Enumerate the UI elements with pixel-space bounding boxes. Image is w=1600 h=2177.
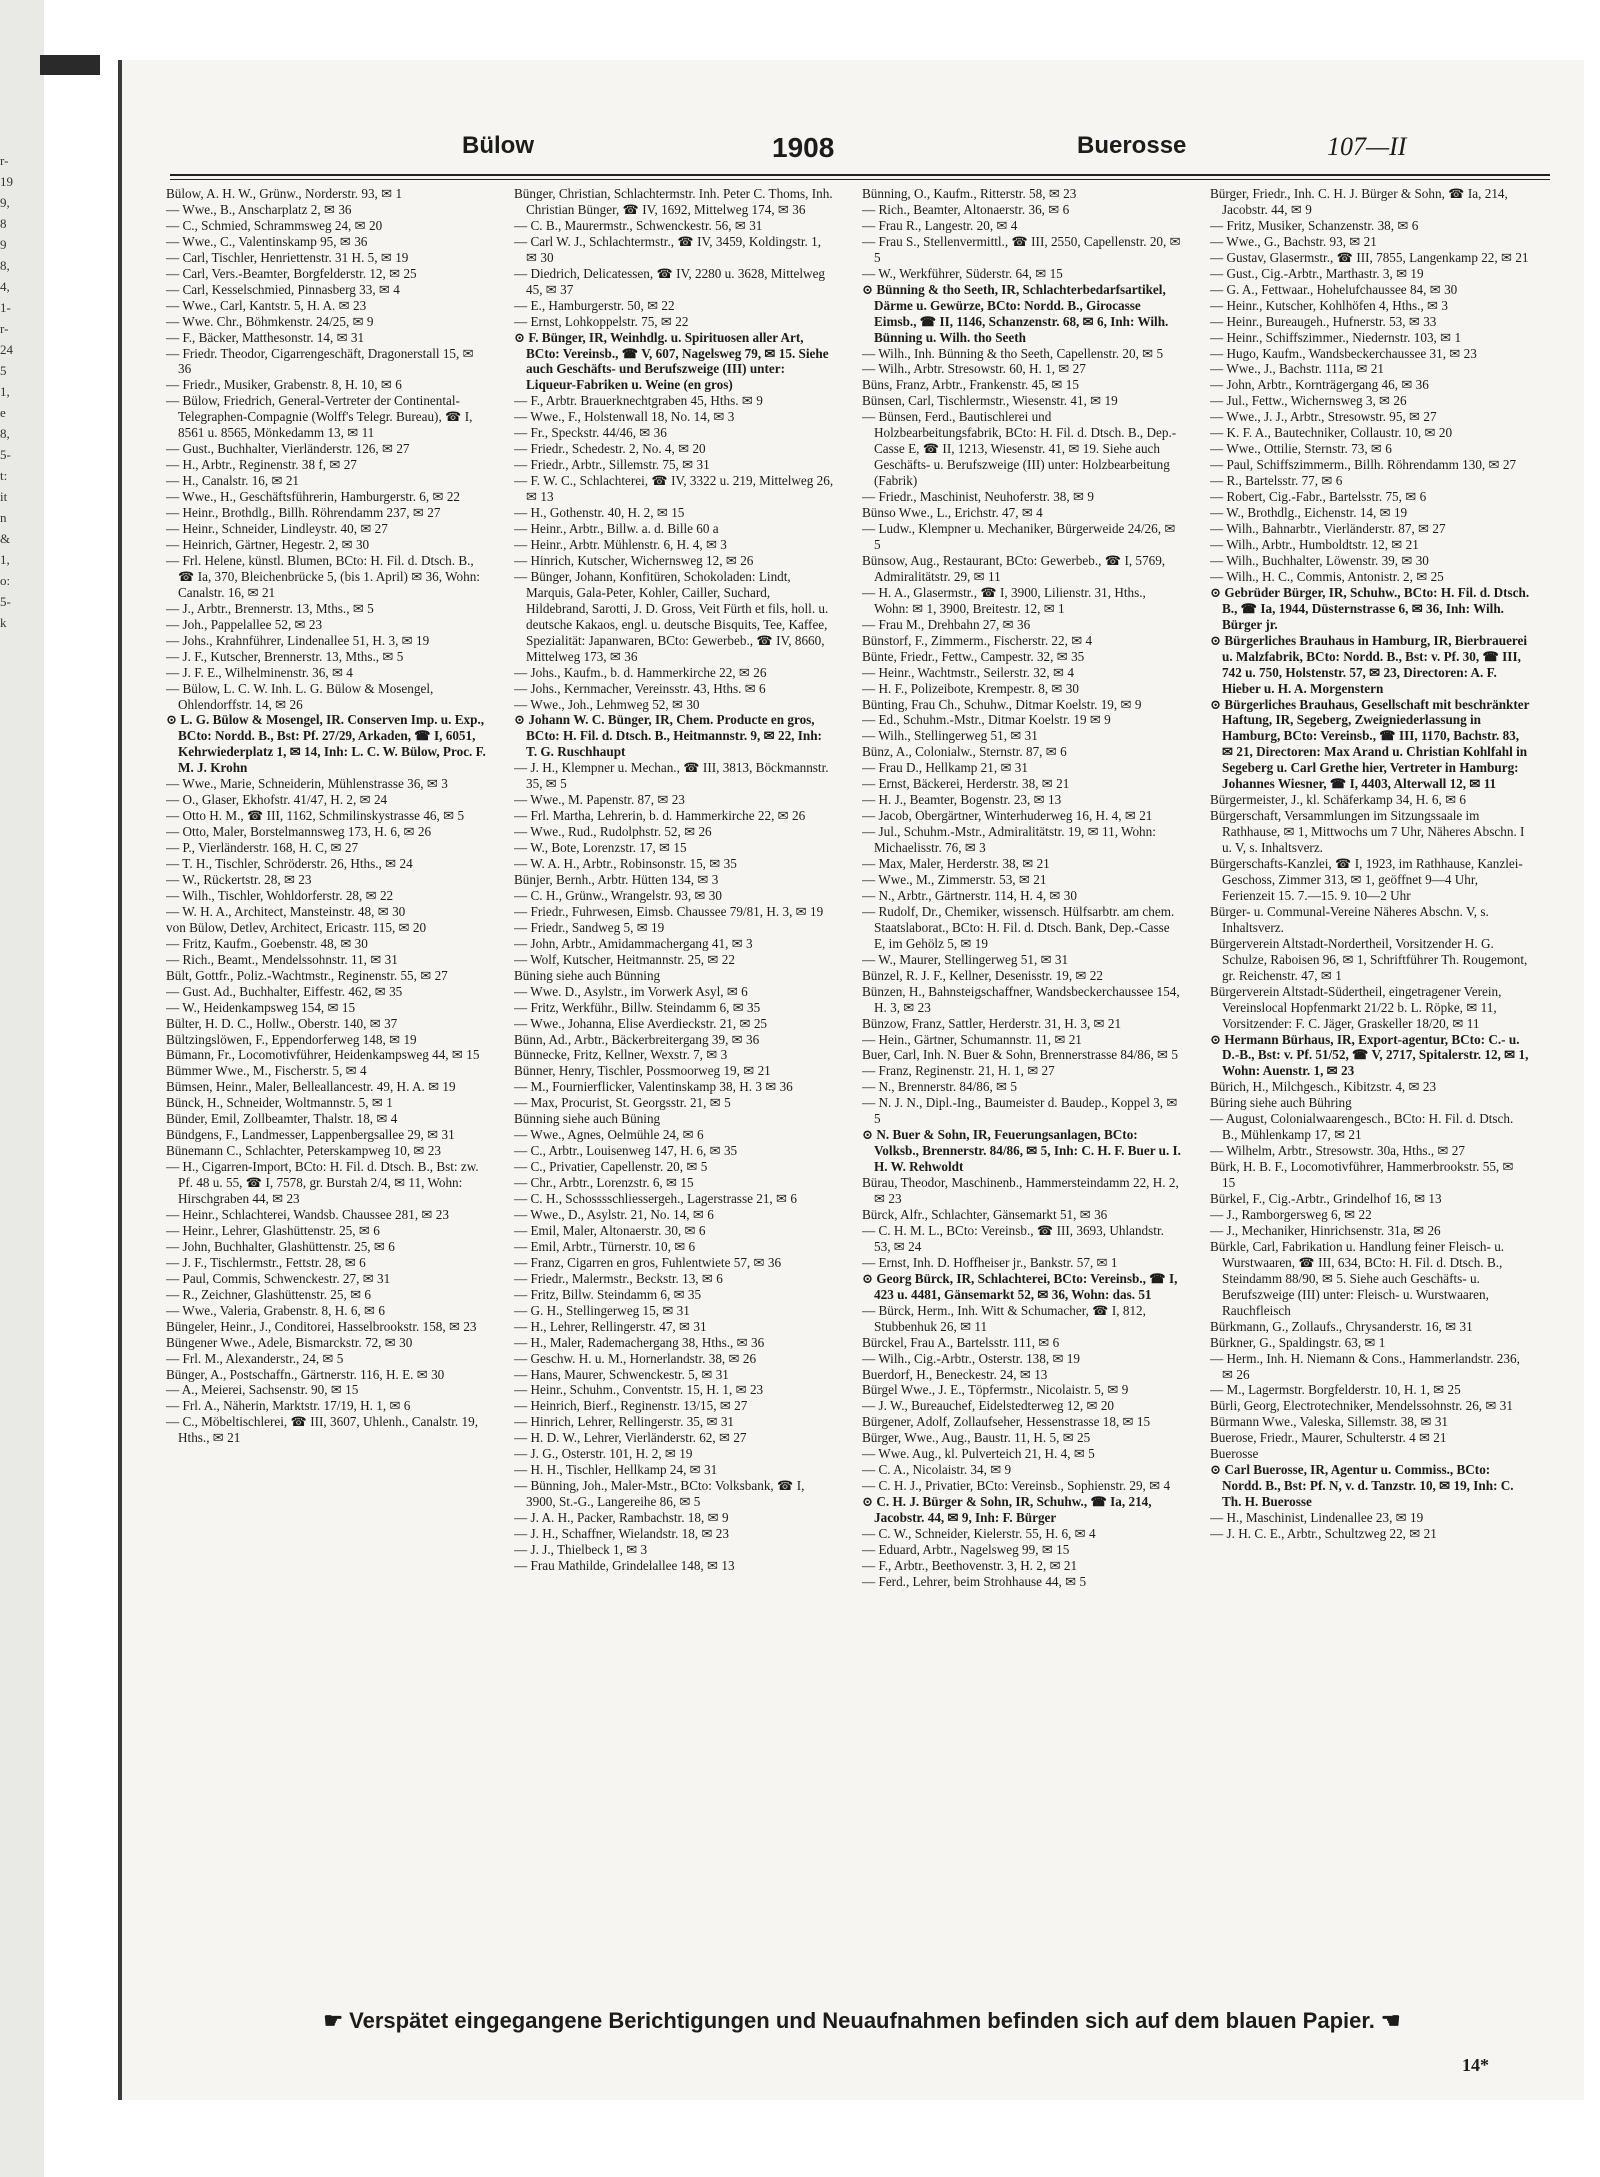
directory-entry: — Wwe., M. Papenstr. 87, ✉ 23 bbox=[514, 792, 685, 808]
directory-entry: — Emil, Arbtr., Türnerstr. 10, ✉ 6 bbox=[514, 1238, 696, 1254]
directory-entry: — Ernst, Bäckerei, Herderstr. 38, ✉ 21 bbox=[862, 776, 1070, 792]
fragment-line: 4, bbox=[0, 279, 10, 294]
directory-entry: Bültzingslöwen, F., Eppendorferweg 148, ✉ 19 bbox=[166, 1031, 417, 1047]
directory-entry: — Heinrich, Bierf., Reginenstr. 13/15, ✉ 27 bbox=[514, 1398, 748, 1414]
directory-entry: — Emil, Maler, Altonaerstr. 30, ✉ 6 bbox=[514, 1222, 706, 1238]
directory-entry: — W., Rückertstr. 28, ✉ 23 bbox=[166, 871, 312, 887]
directory-entry: — J., Ramborgersweg 6, ✉ 22 bbox=[1210, 1207, 1372, 1222]
directory-entry: — John, Arbtr., Amidammachergang 41, ✉ 3 bbox=[514, 935, 753, 951]
directory-entry: — C., Möbeltischlerei, ☎ III, 3607, Uhlenh., Canalstr. 19, Hths., ✉ 21 bbox=[166, 1414, 478, 1446]
directory-entry: — Hinrich, Kutscher, Wichernsweg 12, ✉ 26 bbox=[514, 552, 754, 568]
directory-entry: — John, Arbtr., Kornträgergang 46, ✉ 36 bbox=[1210, 377, 1429, 393]
fragment-line: k bbox=[0, 615, 7, 630]
directory-entry: Bünning siehe auch Büning bbox=[514, 1111, 661, 1127]
directory-entry: Bünzel, R. J. F., Kellner, Desenisstr. 19, ✉ 22 bbox=[862, 967, 1103, 983]
directory-entry: — Wwe. Chr., Böhmkenstr. 24/25, ✉ 9 bbox=[166, 313, 374, 329]
directory-entry: — Hinrich, Lehrer, Rellingerstr. 35, ✉ 31 bbox=[514, 1414, 735, 1430]
directory-entry: — Heinr., Arbtr., Billw. a. d. Bille 60 a bbox=[514, 521, 719, 537]
directory-entry: — Gust., Buchhalter, Vierländerstr. 126, ✉ 27 bbox=[166, 441, 410, 457]
directory-entry: — August, Colonialwaarengesch., BCto: H. Fil. d. Dtsch. B., Mühlenkamp 17, ✉ 21 bbox=[1210, 1111, 1514, 1143]
directory-entry: ⊙ F. Bünger, IR, Weinhdlg. u. Spirituosen aller Art, BCto: Vereinsb., ☎ V, 607, Nagelsweg 79, ✉ 15. Siehe auch Geschäfts- und Berufszweige (III) unter: Liqueur-Fabriken u. Weine (en gros) bbox=[514, 329, 829, 393]
directory-entry: — Friedr., Schedestr. 2, No. 4, ✉ 20 bbox=[514, 441, 706, 457]
directory-entry: Bünsen, Carl, Tischlermstr., Wiesenstr. 41, ✉ 19 bbox=[862, 393, 1118, 409]
directory-entry: — Friedr. Theodor, Cigarrengeschäft, Dragonerstall 15, ✉ 36 bbox=[166, 345, 474, 377]
directory-entry: — H. A., Glasermstr., ☎ I, 3900, Lilienstr. 31, Hths., Wohn: ✉ 1, 3900, Breitestr. 12, ✉ 1 bbox=[862, 584, 1146, 616]
fragment-line: e bbox=[0, 405, 6, 420]
directory-entry: Bünnecke, Fritz, Kellner, Wexstr. 7, ✉ 3 bbox=[514, 1047, 728, 1063]
directory-page bbox=[118, 60, 1584, 2100]
directory-entry: — Frau D., Hellkamp 21, ✉ 31 bbox=[862, 760, 1028, 776]
directory-entry: Bündgens, F., Landmesser, Lappenbergsallee 29, ✉ 31 bbox=[166, 1127, 455, 1143]
directory-entry: ⊙ Bürgerliches Brauhaus, Gesellschaft mit beschränkter Haftung, IR, Segeberg, Zweigniederlassung in Hamburg, BCto: Vereinsb., ☎ III, 1170, Bachstr. 83, ✉ 21, Directoren: Max Arand u. Christian Kohlfahl in Segeberg u. Carl Grethe hier, Vertreter in Hamburg: Johannes Wiesner, ☎ I, 4403, Alterwall 12, ✉ 11 bbox=[1210, 696, 1530, 792]
directory-entry: — Rich., Beamt., Mendelssohnstr. 11, ✉ 31 bbox=[166, 951, 398, 967]
directory-entry: — Wwe., J., Bachstr. 111a, ✉ 21 bbox=[1210, 361, 1384, 377]
header-rule-thin bbox=[170, 179, 1550, 180]
directory-entry: — Rich., Beamter, Altonaerstr. 36, ✉ 6 bbox=[862, 201, 1070, 217]
directory-entry: — J. J., Thielbeck 1, ✉ 3 bbox=[514, 1542, 648, 1558]
directory-entry: — Franz, Reginenstr. 21, H. 1, ✉ 27 bbox=[862, 1063, 1055, 1079]
directory-entry: — Wwe., Ottilie, Sternstr. 73, ✉ 6 bbox=[1210, 441, 1392, 457]
directory-entry: — Carl, Tischler, Henriettenstr. 31 H. 5, ✉ 19 bbox=[166, 249, 409, 265]
directory-entry: — Wwe., B., Anscharplatz 2, ✉ 36 bbox=[166, 201, 352, 217]
directory-entry: — Joh., Pappelallee 52, ✉ 23 bbox=[166, 616, 323, 632]
directory-entry: — Friedr., Musiker, Grabenstr. 8, H. 10, ✉ 6 bbox=[166, 377, 402, 393]
directory-entry: — Wolf, Kutscher, Heitmannstr. 25, ✉ 22 bbox=[514, 951, 735, 967]
directory-entry: — Wwe., Carl, Kantstr. 5, H. A. ✉ 23 bbox=[166, 297, 367, 313]
directory-entry: — Franz, Cigarren en gros, Fuhlentwiete 57, ✉ 36 bbox=[514, 1254, 782, 1270]
directory-entry: — Geschw. H. u. M., Hornerlandstr. 38, ✉ 26 bbox=[514, 1350, 757, 1366]
directory-entry: — Chr., Arbtr., Lorenzstr. 6, ✉ 15 bbox=[514, 1175, 694, 1191]
directory-entry: — C., Arbtr., Louisenweg 147, H. 6, ✉ 35 bbox=[514, 1143, 738, 1159]
fragment-line: r- bbox=[0, 321, 9, 336]
directory-entry: — Wilh., Cig.-Arbtr., Osterstr. 138, ✉ 19 bbox=[862, 1350, 1080, 1366]
directory-entry: — J. F. E., Wilhelminenstr. 36, ✉ 4 bbox=[166, 664, 353, 680]
directory-entry: — Fr., Speckstr. 44/46, ✉ 36 bbox=[514, 425, 667, 441]
directory-entry: — W., Werkführer, Süderstr. 64, ✉ 15 bbox=[862, 265, 1063, 281]
directory-entry: — Wwe., H., Geschäftsführerin, Hamburgerstr. 6, ✉ 22 bbox=[166, 489, 461, 505]
directory-entry: Bünger, A., Postschaffn., Gärtnerstr. 116, H. E. ✉ 30 bbox=[166, 1366, 445, 1382]
directory-entry: Bürmann Wwe., Valeska, Sillemstr. 38, ✉ 31 bbox=[1210, 1414, 1449, 1430]
directory-entry: — H., Maler, Rademachergang 38, Hths., ✉ 36 bbox=[514, 1334, 765, 1350]
directory-entry: — Frau S., Stellenvermittl., ☎ III, 2550, Capellenstr. 20, ✉ 5 bbox=[862, 233, 1181, 265]
directory-entry: Bürkner, G., Spaldingstr. 63, ✉ 1 bbox=[1210, 1334, 1386, 1350]
directory-entry: — N. J. N., Dipl.-Ing., Baumeister d. Baudep., Koppel 3, ✉ 5 bbox=[862, 1095, 1178, 1127]
directory-entry: — Wwe., Agnes, Oelmühle 24, ✉ 6 bbox=[514, 1127, 704, 1143]
directory-entry: Bürger, Wwe., Aug., Baustr. 11, H. 5, ✉ 25 bbox=[862, 1430, 1091, 1446]
directory-entry: — Carl W. J., Schlachtermstr., ☎ IV, 3459, Koldingstr. 1, ✉ 30 bbox=[514, 233, 822, 265]
directory-entry: — Carl, Kesselschmied, Pinnasberg 33, ✉ 4 bbox=[166, 281, 400, 297]
fragment-line: & bbox=[0, 531, 11, 546]
directory-entry: — Heinr., Bureaugeh., Hufnerstr. 53, ✉ 33 bbox=[1210, 313, 1437, 329]
fragment-line: 19 bbox=[0, 174, 13, 189]
directory-entry: Bünzen, H., Bahnsteigschaffner, Wandsbeckerchaussee 154, H. 3, ✉ 23 bbox=[862, 983, 1180, 1015]
directory-entry: Büngeler, Heinr., J., Conditorei, Hasselbrookstr. 158, ✉ 23 bbox=[166, 1318, 477, 1334]
column-4 bbox=[1210, 186, 1530, 1996]
directory-entry: Buerosse bbox=[1210, 1446, 1259, 1462]
directory-entry: — Wilh., Arbtr., Humboldtstr. 12, ✉ 21 bbox=[1210, 536, 1419, 552]
directory-entry: Büns, Franz, Arbtr., Frankenstr. 45, ✉ 15 bbox=[862, 377, 1079, 393]
directory-entry: Bürger- u. Communal-Vereine Näheres Abschn. V, s. Inhaltsverz. bbox=[1210, 903, 1489, 935]
directory-entry: — Johs., Kaufm., b. d. Hammerkirche 22, ✉ 26 bbox=[514, 664, 767, 680]
directory-entry: Büngener Wwe., Adele, Bismarckstr. 72, ✉ 30 bbox=[166, 1334, 413, 1350]
directory-entry: Bünemann C., Schlachter, Peterskampweg 10, ✉ 23 bbox=[166, 1143, 441, 1159]
directory-entry: — F. W. C., Schlachterei, ☎ IV, 3322 u. 219, Mittelweg 26, ✉ 13 bbox=[514, 473, 834, 505]
fragment-line: 8, bbox=[0, 426, 10, 441]
directory-entry: Bünz, A., Colonialw., Sternstr. 87, ✉ 6 bbox=[862, 744, 1067, 760]
directory-entry: Bülter, H. D. C., Hollw., Oberstr. 140, ✉ 37 bbox=[166, 1015, 398, 1031]
directory-entry: — Paul, Schiffszimmerm., Billh. Röhrendamm 130, ✉ 27 bbox=[1210, 457, 1517, 473]
directory-entry: — Wwe. D., Asylstr., im Vorwerk Asyl, ✉ 6 bbox=[514, 983, 748, 999]
fragment-line: 8, bbox=[0, 258, 10, 273]
directory-entry: Bürger, Friedr., Inh. C. H. J. Bürger & Sohn, ☎ Ia, 214, Jacobstr. 44, ✉ 9 bbox=[1210, 186, 1508, 217]
directory-entry: — Bünger, Johann, Konfitüren, Schokoladen: Lindt, Marquis, Gala-Peter, Kohler, Cailler, Suchard, Hildebrand, Sarotti, J. D. Gross, Veit Fürth et fils, holl. u. deutsche Kakaos, engl. u. deutsche Bisquits, Tee, Kaffee, Spezialität: Japanwaren, BCto: Gewerbeb., ☎ IV, 8660, Mittelweg 173, ✉ 36 bbox=[514, 568, 829, 664]
column-1 bbox=[166, 186, 486, 1996]
directory-entry: ⊙ N. Buer & Sohn, IR, Feuerungsanlagen, BCto: Volksb., Brennerstr. 84/86, ✉ 5, Inh: C. H. F. Buer u. I. H. W. Rehwoldt bbox=[862, 1127, 1181, 1175]
directory-entry: — Wwe. Aug., kl. Pulverteich 21, H. 4, ✉ 5 bbox=[862, 1446, 1095, 1462]
directory-entry: — Wilh., H. C., Commis, Antonistr. 2, ✉ 25 bbox=[1210, 568, 1444, 584]
directory-entry: — W., Bote, Lorenzstr. 17, ✉ 15 bbox=[514, 840, 687, 856]
directory-entry: — W., Maurer, Stellingerweg 51, ✉ 31 bbox=[862, 951, 1069, 967]
directory-entry: ⊙ Georg Bürck, IR, Schlachterei, BCto: Vereinsb., ☎ I, 423 u. 4481, Gänsemarkt 52, ✉ 36, Wohn: das. 51 bbox=[862, 1270, 1178, 1302]
directory-entry: Bürli, Georg, Electrotechniker, Mendelssohnstr. 26, ✉ 31 bbox=[1210, 1398, 1513, 1414]
fragment-line: 1, bbox=[0, 552, 10, 567]
directory-entry: — Robert, Cig.-Fabr., Bartelsstr. 75, ✉ 6 bbox=[1210, 489, 1427, 505]
directory-entry: Bünstorf, F., Zimmerm., Fischerstr. 22, ✉ 4 bbox=[862, 632, 1093, 648]
directory-entry: ⊙ Hermann Bürhaus, IR, Export-agentur, BCto: C.- u. D.-B., Bst: v. Pf. 51/52, ☎ V, 2717, Spitalerstr. 12, ✉ 1, Wohn: Auenstr. 1, ✉ 23 bbox=[1210, 1031, 1529, 1079]
directory-entry: — Heinr., Schlachterei, Wandsb. Chaussee 281, ✉ 23 bbox=[166, 1207, 449, 1222]
directory-entry: — Heinr., Schneider, Lindleystr. 40, ✉ 27 bbox=[166, 521, 388, 537]
directory-entry: — Wwe., F., Holstenwall 18, No. 14, ✉ 3 bbox=[514, 409, 735, 425]
directory-entry: — C. H. M. L., BCto: Vereinsb., ☎ III, 3693, Uhlandstr. 53, ✉ 24 bbox=[862, 1222, 1164, 1254]
header-year: 1908 bbox=[772, 132, 835, 163]
directory-entry: — Wwe., D., Asylstr. 21, No. 14, ✉ 6 bbox=[514, 1207, 714, 1222]
directory-entry: von Bülow, Detlev, Architect, Ericastr. 115, ✉ 20 bbox=[166, 919, 427, 935]
directory-entry: — Frau M., Drehbahn 27, ✉ 36 bbox=[862, 616, 1031, 632]
directory-entry: — J. W., Bureauchef, Eidelstedterweg 12, ✉ 20 bbox=[862, 1398, 1115, 1414]
directory-entry: — C., Schmied, Schrammsweg 24, ✉ 20 bbox=[166, 217, 383, 233]
directory-entry: — Otto, Maler, Borstelmannsweg 173, H. 6, ✉ 26 bbox=[166, 824, 432, 840]
directory-entry: — Friedr., Fuhrwesen, Eimsb. Chaussee 79/81, H. 3, ✉ 19 bbox=[514, 903, 824, 919]
directory-entry: Bülow, A. H. W., Grünw., Norderstr. 93, ✉ 1 bbox=[166, 186, 403, 201]
directory-entry: Bünning, O., Kaufm., Ritterstr. 58, ✉ 23 bbox=[862, 186, 1077, 201]
directory-entry: — Fritz, Werkführ., Billw. Steindamm 6, ✉ 35 bbox=[514, 999, 761, 1015]
directory-entry: — Hugo, Kaufm., Wandsbeckerchaussee 31, ✉ 23 bbox=[1210, 345, 1477, 361]
directory-entry: Bürkmann, G., Zollaufs., Chrysanderstr. 16, ✉ 31 bbox=[1210, 1318, 1473, 1334]
fragment-line: 5 bbox=[0, 363, 7, 378]
directory-entry: — T. H., Tischler, Schröderstr. 26, Hths., ✉ 24 bbox=[166, 856, 413, 872]
directory-entry: Bült, Gottfr., Poliz.-Wachtmstr., Reginenstr. 55, ✉ 27 bbox=[166, 967, 448, 983]
directory-entry: Bünder, Emil, Zollbeamter, Thalstr. 18, ✉ 4 bbox=[166, 1111, 398, 1127]
directory-entry: — Bülow, Friedrich, General-Vertreter der Continental-Telegraphen-Compagnie (Wolff's Telegr. Bureau), ☎ I, 8561 u. 8565, Mönkedamm 13, ✉ 11 bbox=[166, 393, 473, 441]
directory-entry: — Max, Procurist, St. Georgsstr. 21, ✉ 5 bbox=[514, 1095, 731, 1111]
fragment-line: 24 bbox=[0, 342, 13, 357]
directory-entry: — Herm., Inh. H. Niemann & Cons., Hammerlandstr. 236, ✉ 26 bbox=[1210, 1350, 1520, 1382]
directory-entry: — Wilhelm, Arbtr., Stresowstr. 30a, Hths., ✉ 27 bbox=[1210, 1143, 1465, 1159]
directory-entry: — Wwe., M., Zimmerstr. 53, ✉ 21 bbox=[862, 871, 1047, 887]
directory-entry: — N., Brennerstr. 84/86, ✉ 5 bbox=[862, 1079, 1017, 1095]
fragment-line: o: bbox=[0, 573, 11, 588]
directory-entry: — Ed., Schuhm.-Mstr., Ditmar Koelstr. 19 ✉ 9 bbox=[862, 712, 1111, 728]
directory-entry: — K. F. A., Bautechniker, Collaustr. 10, ✉ 20 bbox=[1210, 425, 1453, 441]
directory-entry: — Hein., Gärtner, Schumannstr. 11, ✉ 21 bbox=[862, 1031, 1082, 1047]
directory-entry: — Fritz, Musiker, Schanzenstr. 38, ✉ 6 bbox=[1210, 217, 1419, 233]
directory-entry: — H., Canalstr. 16, ✉ 21 bbox=[166, 473, 300, 489]
directory-entry: — Otto H. M., ☎ III, 1162, Schmilinskystrasse 46, ✉ 5 bbox=[166, 808, 465, 824]
directory-entry: — H., Gothenstr. 40, H. 2, ✉ 15 bbox=[514, 505, 685, 521]
directory-entry: Bürkel, F., Cig.-Arbtr., Grindelhof 16, ✉ 13 bbox=[1210, 1191, 1442, 1207]
directory-entry: — Ernst, Lohkoppelstr. 75, ✉ 22 bbox=[514, 313, 689, 329]
page-header bbox=[122, 132, 1584, 172]
header-left-keyword: Bülow bbox=[462, 132, 534, 159]
directory-entry: Bürgermeister, J., kl. Schäferkamp 34, H. 6, ✉ 6 bbox=[1210, 792, 1467, 808]
directory-entry: — Jacob, Obergärtner, Winterhuderweg 16, H. 4, ✉ 21 bbox=[862, 808, 1153, 824]
directory-entry: — Wwe., Joh., Lehmweg 52, ✉ 30 bbox=[514, 696, 700, 712]
directory-entry: Bürgel Wwe., J. E., Töpfermstr., Nicolaistr. 5, ✉ 9 bbox=[862, 1382, 1129, 1398]
directory-entry: — Paul, Commis, Schwenckestr. 27, ✉ 31 bbox=[166, 1270, 391, 1286]
directory-entry: — Friedr., Malermstr., Beckstr. 13, ✉ 6 bbox=[514, 1270, 723, 1286]
directory-entry: Bünting, Frau Ch., Schuhw., Ditmar Koelstr. 19, ✉ 9 bbox=[862, 696, 1142, 712]
directory-entry: Büring siehe auch Bühring bbox=[1210, 1095, 1352, 1111]
directory-entry: — Frau Mathilde, Grindelallee 148, ✉ 13 bbox=[514, 1557, 735, 1573]
directory-entry: Bürgerschafts-Kanzlei, ☎ I, 1923, im Rathhause, Kanzlei-Geschoss, Zimmer 313, ✉ 1, geöffnet 9—4 Uhr, Ferienzeit 15. 7.—15. 9. 10—2 Uhr bbox=[1210, 856, 1523, 903]
directory-entry: — Gust., Cig.-Arbtr., Marthastr. 3, ✉ 19 bbox=[1210, 265, 1424, 281]
directory-entry: Bümsen, Heinr., Maler, Belleallancestr. 49, H. A. ✉ 19 bbox=[166, 1079, 456, 1095]
directory-entry: — Frl. M., Alexanderstr., 24, ✉ 5 bbox=[166, 1350, 344, 1366]
directory-entry: — G. H., Stellingerweg 15, ✉ 31 bbox=[514, 1302, 690, 1318]
directory-entry: — Wilh., Bahnarbtr., Vierländerstr. 87, ✉ 27 bbox=[1210, 521, 1446, 537]
directory-entry: — C. W., Schneider, Kielerstr. 55, H. 6, ✉ 4 bbox=[862, 1526, 1096, 1542]
fragment-line: n bbox=[0, 510, 7, 525]
directory-entry: — Wwe., Rud., Rudolphstr. 52, ✉ 26 bbox=[514, 824, 712, 840]
header-right-keyword: Buerosse bbox=[1077, 132, 1187, 159]
directory-entry: — C. H., Schosssschliessergeh., Lagerstrasse 21, ✉ 6 bbox=[514, 1191, 797, 1207]
directory-entry: Bünsow, Aug., Restaurant, BCto: Gewerbeb., ☎ I, 5769, Admiralitätstr. 29, ✉ 11 bbox=[862, 552, 1166, 584]
directory-entry: — H., Maschinist, Lindenallee 23, ✉ 19 bbox=[1210, 1510, 1424, 1526]
directory-entry: — Ludw., Klempner u. Mechaniker, Bürgerweide 24/26, ✉ 5 bbox=[862, 521, 1176, 552]
directory-entry: — J., Arbtr., Brennerstr. 13, Mths., ✉ 5 bbox=[166, 600, 374, 616]
directory-entry: — Heinr., Schiffszimmer., Niedernstr. 103, ✉ 1 bbox=[1210, 329, 1462, 345]
directory-entry: — Wilh., Stellingerweg 51, ✉ 31 bbox=[862, 728, 1038, 744]
directory-entry: — Hans, Maurer, Schwenckestr. 5, ✉ 31 bbox=[514, 1366, 729, 1382]
directory-entry: ⊙ Johann W. C. Bünger, IR, Chem. Producte en gros, BCto: H. Fil. d. Dtsch. B., Heitmannstr. 9, ✉ 22, Inh: T. G. Ruschhaupt bbox=[514, 712, 822, 760]
column-3 bbox=[862, 186, 1182, 1996]
directory-entry: — Eduard, Arbtr., Nagelsweg 99, ✉ 15 bbox=[862, 1542, 1070, 1558]
directory-entry: — F., Arbtr., Beethovenstr. 3, H. 2, ✉ 21 bbox=[862, 1557, 1078, 1573]
directory-entry: — J. F., Kutscher, Brennerstr. 13, Mths., ✉ 5 bbox=[166, 648, 404, 664]
directory-entry: — Johs., Kernmacher, Vereinsstr. 43, Hths. ✉ 6 bbox=[514, 680, 766, 696]
directory-entry: — Wilh., Arbtr. Stresowstr. 60, H. 1, ✉ 27 bbox=[862, 361, 1086, 377]
directory-entry: Buerdorf, H., Beneckestr. 24, ✉ 13 bbox=[862, 1366, 1048, 1382]
directory-entry: — Wwe., Valeria, Grabenstr. 8, H. 6, ✉ 6 bbox=[166, 1302, 385, 1318]
directory-entry: Büning siehe auch Bünning bbox=[514, 967, 661, 983]
fragment-line: 8 bbox=[0, 216, 7, 231]
directory-entry: — E., Hamburgerstr. 50, ✉ 22 bbox=[514, 297, 675, 313]
directory-entry: — Johs., Krahnführer, Lindenallee 51, H. 3, ✉ 19 bbox=[166, 632, 430, 648]
directory-entry: — W. A. H., Arbtr., Robinsonstr. 15, ✉ 35 bbox=[514, 856, 737, 872]
fragment-line: t: bbox=[0, 468, 8, 483]
directory-entry: — J. H., Schaffner, Wielandstr. 18, ✉ 23 bbox=[514, 1526, 729, 1542]
directory-entry: — R., Bartelsstr. 77, ✉ 6 bbox=[1210, 473, 1343, 489]
directory-entry: ⊙ Bürgerliches Brauhaus in Hamburg, IR, Bierbrauerei u. Malzfabrik, BCto: Nordd. B., Bst: v. Pf. 30, ☎ III, 742 u. 750, Holstenstr. 57, ✉ 23, Directoren: A. F. Hieber u. H. A. Morgenstern bbox=[1210, 632, 1528, 696]
directory-entry: — M., Lagermstr. Borgfelderstr. 10, H. 1, ✉ 25 bbox=[1210, 1382, 1461, 1398]
directory-entry: — Frl. A., Näherin, Marktstr. 17/19, H. 1, ✉ 6 bbox=[166, 1398, 411, 1414]
fragment-line: r- bbox=[0, 153, 9, 168]
directory-entry: — C. H. J., Privatier, BCto: Vereinsb., Sophienstr. 29, ✉ 4 bbox=[862, 1478, 1171, 1494]
fragment-line: 1- bbox=[0, 300, 11, 315]
directory-entry: — C. H., Grünw., Wrangelstr. 93, ✉ 30 bbox=[514, 887, 722, 903]
directory-entry: — J., Mechaniker, Hinrichsenstr. 31a, ✉ 26 bbox=[1210, 1222, 1441, 1238]
header-page-number: 107—II bbox=[1327, 132, 1407, 161]
directory-entry: Bürgerverein Altstadt-Nordertheil, Vorsitzender H. G. Schulze, Raboisen 96, ✉ 1, Schriftführer Th. Rougemont, gr. Reichenstr. 47, ✉ 1 bbox=[1210, 935, 1528, 983]
directory-entry: — Ernst, Inh. D. Hoffheiser jr., Bankstr. 57, ✉ 1 bbox=[862, 1254, 1118, 1270]
directory-entry: — Friedr., Arbtr., Sillemstr. 75, ✉ 31 bbox=[514, 457, 710, 473]
fragment-line: 5- bbox=[0, 447, 11, 462]
directory-entry: — H., Arbtr., Reginenstr. 38 f, ✉ 27 bbox=[166, 457, 357, 473]
directory-entry: Buer, Carl, Inh. N. Buer & Sohn, Brennerstrasse 84/86, ✉ 5 bbox=[862, 1047, 1178, 1063]
fragment-line: 9 bbox=[0, 237, 7, 252]
directory-entry: — Wwe., C., Valentinskamp 95, ✉ 36 bbox=[166, 233, 368, 249]
directory-entry: — Jul., Fettw., Wichernsweg 3, ✉ 26 bbox=[1210, 393, 1407, 409]
directory-entry: — H. D. W., Lehrer, Vierländerstr. 62, ✉ 27 bbox=[514, 1430, 747, 1446]
directory-entry: — J. H. C. E., Arbtr., Schultzweg 22, ✉ 21 bbox=[1210, 1526, 1437, 1542]
directory-entry: Bürgerschaft, Versammlungen im Sitzungssaale im Rathhause, ✉ 1, Mittwochs um 7 Uhr, Näheres Abschn. I u. V, s. Inhaltsverz. bbox=[1210, 808, 1525, 856]
directory-entry: — Heinr., Kutscher, Kohlhöfen 4, Hths., ✉ 3 bbox=[1210, 297, 1448, 313]
directory-entry: — Bünsen, Ferd., Bautischlerei und Holzbearbeitungsfabrik, BCto: H. Fil. d. Dtsch. B., Dep.-Casse E, ☎ II, 1213, Wiesenstr. 41, ✉ 19. Siehe auch Geschäfts- u. Berufszweige (III) unter: Holzbearbeitung (Fabrik) bbox=[862, 409, 1177, 489]
directory-entry: ⊙ Bünning & tho Seeth, IR, Schlachterbedarfsartikel, Därme u. Gewürze, BCto: Nordd. B., Girocasse Eimsb., ☎ II, 1146, Schanzenstr. 68, ✉ 6, Inh: Wilh. Bünning u. Wilh. tho Seeth bbox=[862, 281, 1169, 345]
directory-entry: Bürich, H., Milchgesch., Kibitzstr. 4, ✉ 23 bbox=[1210, 1079, 1437, 1095]
directory-entry: Bürkle, Carl, Fabrikation u. Handlung feiner Fleisch- u. Wurstwaaren, ☎ III, 634, BCto: H. Fil. d. Dtsch. B., Steindamm 88/90, ✉ 5. Siehe auch Geschäfts- u. Berufszweige (III) unter: Fleisch- u. Wurstwaaren, Rauchfleisch bbox=[1210, 1238, 1505, 1318]
directory-entry: — Wwe., Marie, Schneiderin, Mühlenstrasse 36, ✉ 3 bbox=[166, 776, 448, 792]
directory-entry: — W., Brothdlg., Eichenstr. 14, ✉ 19 bbox=[1210, 505, 1408, 521]
directory-entry: Bünn, Ad., Arbtr., Bäckerbreitergang 39, ✉ 36 bbox=[514, 1031, 760, 1047]
directory-entry: — J. A. H., Packer, Rambachstr. 18, ✉ 9 bbox=[514, 1510, 729, 1526]
directory-entry: — Bürck, Herm., Inh. Witt & Schumacher, ☎ I, 812, Stubbenhuk 26, ✉ 11 bbox=[862, 1302, 1146, 1334]
directory-entry: Bünzow, Franz, Sattler, Herderstr. 31, H. 3, ✉ 21 bbox=[862, 1015, 1122, 1031]
directory-entry: — P., Vierländerstr. 168, H. C, ✉ 27 bbox=[166, 840, 359, 856]
directory-entry: — Frau R., Langestr. 20, ✉ 4 bbox=[862, 217, 1018, 233]
directory-entry: — Rudolf, Dr., Chemiker, wissensch. Hülfsarbtr. am chem. Staatslaborat., BCto: H. Fil. d. Dtsch. Bank, Dep.-Casse E, im Gehölz 5, ✉ 19 bbox=[862, 903, 1175, 951]
directory-entry: Bünger, Christian, Schlachtermstr. Inh. Peter C. Thoms, Inh. Christian Bünger, ☎ IV, 1692, Mittelweg 174, ✉ 36 bbox=[514, 186, 833, 217]
directory-entry: Bünner, Henry, Tischler, Possmoorweg 19, ✉ 21 bbox=[514, 1063, 771, 1079]
fragment-line: 5- bbox=[0, 594, 11, 609]
directory-entry: — Max, Maler, Herderstr. 38, ✉ 21 bbox=[862, 856, 1050, 872]
directory-entry: Bünso Wwe., L., Erichstr. 47, ✉ 4 bbox=[862, 505, 1043, 521]
directory-entry: ⊙ Carl Buerosse, IR, Agentur u. Commiss., BCto: Nordd. B., Bst: Pf. N, v. d. Tanzstr. 10, ✉ 19, Inh: C. Th. H. Buerosse bbox=[1210, 1462, 1514, 1510]
entry-columns bbox=[166, 186, 1552, 1996]
directory-entry: — Fritz, Billw. Steindamm 6, ✉ 35 bbox=[514, 1286, 702, 1302]
directory-entry: — H. J., Beamter, Bogenstr. 23, ✉ 13 bbox=[862, 792, 1062, 808]
directory-entry: — Frl. Martha, Lehrerin, b. d. Hammerkirche 22, ✉ 26 bbox=[514, 808, 806, 824]
directory-entry: Bümmer Wwe., M., Fischerstr. 5, ✉ 4 bbox=[166, 1063, 367, 1079]
directory-entry: — Wilh., Buchhalter, Löwenstr. 39, ✉ 30 bbox=[1210, 552, 1429, 568]
fragment-line: it bbox=[0, 489, 8, 504]
directory-entry: — F., Bäcker, Matthesonstr. 14, ✉ 31 bbox=[166, 329, 365, 345]
directory-entry: — Heinr., Wachtmstr., Seilerstr. 32, ✉ 4 bbox=[862, 664, 1074, 680]
directory-entry: ⊙ C. H. J. Bürger & Sohn, IR, Schuhw., ☎ Ia, 214, Jacobstr. 44, ✉ 9, Inh: F. Bürger bbox=[862, 1494, 1152, 1526]
directory-entry: Bürckel, Frau A., Bartelsstr. 111, ✉ 6 bbox=[862, 1334, 1060, 1350]
scan-edge-shadow bbox=[40, 55, 100, 75]
directory-entry: — Fritz, Kaufm., Goebenstr. 48, ✉ 30 bbox=[166, 935, 368, 951]
directory-entry: ⊙ Gebrüder Bürger, IR, Schuhw., BCto: H. Fil. d. Dtsch. B., ☎ Ia, 1944, Düsternstrasse 6, ✉ 36, Inh: Wilh. Bürger jr. bbox=[1210, 584, 1530, 632]
directory-entry: — Gust. Ad., Buchhalter, Eiffestr. 462, ✉ 35 bbox=[166, 983, 403, 999]
previous-page-fragments bbox=[0, 150, 30, 633]
directory-entry: — Heinrich, Gärtner, Hegestr. 2, ✉ 30 bbox=[166, 536, 370, 552]
directory-entry: — H. F., Polizeibote, Krempestr. 8, ✉ 30 bbox=[862, 680, 1079, 696]
directory-entry: — W. H. A., Architect, Mansteinstr. 48, ✉ 30 bbox=[166, 903, 406, 919]
directory-entry: — Diedrich, Delicatessen, ☎ IV, 2280 u. 3628, Mittelweg 45, ✉ 37 bbox=[514, 265, 826, 297]
column-2 bbox=[514, 186, 834, 1996]
directory-entry: Buerose, Friedr., Maurer, Schulterstr. 4 ✉ 21 bbox=[1210, 1430, 1447, 1446]
directory-entry: — Friedr., Sandweg 5, ✉ 19 bbox=[514, 919, 665, 935]
directory-entry: Bürgerverein Altstadt-Südertheil, eingetragener Verein, Vereinslocal Hopfenmarkt 21/22 b. L. Röpke, ✉ 11, Vorsitzender: F. C. Jäger, Graskeller 18/20, ✉ 11 bbox=[1210, 983, 1502, 1031]
directory-entry: — Bünning, Joh., Maler-Mstr., BCto: Volksbank, ☎ I, 3900, St.-G., Langereihe 86, ✉ 5 bbox=[514, 1478, 805, 1510]
directory-entry: — Bülow, L. C. W. Inh. L. G. Bülow & Mosengel, Ohlendorffstr. 14, ✉ 26 bbox=[166, 680, 434, 712]
directory-entry: — Wwe., G., Bachstr. 93, ✉ 21 bbox=[1210, 233, 1377, 249]
footer-notice: ☛ Verspätet eingegangene Berichtigungen und Neuaufnahmen befinden sich auf dem blauen Papier. ☚ bbox=[323, 2008, 1401, 2033]
directory-entry: — J. H., Klempner u. Mechan., ☎ III, 3813, Böckmannstr. 35, ✉ 5 bbox=[514, 760, 829, 792]
directory-entry: — Frl. Helene, künstl. Blumen, BCto: H. Fil. d. Dtsch. B., ☎ Ia, 370, Bleichenbrücke 5, (bis 1. April) ✉ 36, Wohn: Canalstr. 16, ✉ 21 bbox=[166, 552, 480, 600]
directory-entry: — J. G., Osterstr. 101, H. 2, ✉ 19 bbox=[514, 1446, 693, 1462]
directory-entry: — J. F., Tischlermstr., Fettstr. 28, ✉ 6 bbox=[166, 1254, 366, 1270]
directory-entry: — Heinr., Lehrer, Glashüttenstr. 25, ✉ 6 bbox=[166, 1222, 380, 1238]
directory-entry: — Carl, Vers.-Beamter, Borgfelderstr. 12, ✉ 25 bbox=[166, 265, 417, 281]
directory-entry: — Heinr., Schuhm., Conventstr. 15, H. 1, ✉ 23 bbox=[514, 1382, 764, 1398]
directory-entry: — John, Buchhalter, Glashüttenstr. 25, ✉ 6 bbox=[166, 1238, 395, 1254]
directory-entry: Bürgener, Adolf, Zollaufseher, Hessenstrasse 18, ✉ 15 bbox=[862, 1414, 1151, 1430]
directory-entry: — C. A., Nicolaistr. 34, ✉ 9 bbox=[862, 1462, 1012, 1478]
directory-entry: Bünjer, Bernh., Arbtr. Hütten 134, ✉ 3 bbox=[514, 871, 719, 887]
directory-entry: — A., Meierei, Sachsenstr. 90, ✉ 15 bbox=[166, 1382, 359, 1398]
directory-entry: — Ferd., Lehrer, beim Strohhause 44, ✉ 5 bbox=[862, 1573, 1087, 1589]
directory-entry: — R., Zeichner, Glashüttenstr. 25, ✉ 6 bbox=[166, 1286, 372, 1302]
directory-entry: — H. H., Tischler, Hellkamp 24, ✉ 31 bbox=[514, 1462, 718, 1478]
directory-entry: — Wilh., Inh. Bünning & tho Seeth, Capellenstr. 20, ✉ 5 bbox=[862, 345, 1164, 361]
directory-entry: — Heinr., Arbtr. Mühlenstr. 6, H. 4, ✉ 3 bbox=[514, 536, 727, 552]
directory-entry: — H., Lehrer, Rellingerstr. 47, ✉ 31 bbox=[514, 1318, 707, 1334]
directory-entry: — W., Heidenkampsweg 154, ✉ 15 bbox=[166, 999, 356, 1015]
directory-entry: Bümann, Fr., Locomotivführer, Heidenkampsweg 44, ✉ 15 bbox=[166, 1047, 480, 1063]
directory-entry: Bünck, H., Schneider, Woltmannstr. 5, ✉ 1 bbox=[166, 1095, 393, 1111]
directory-entry: Bürk, H. B. F., Locomotivführer, Hammerbrookstr. 55, ✉ 15 bbox=[1210, 1159, 1514, 1191]
header-rule bbox=[170, 174, 1550, 176]
fragment-line: 9, bbox=[0, 195, 10, 210]
directory-entry: Bürck, Alfr., Schlachter, Gänsemarkt 51, ✉ 36 bbox=[862, 1207, 1108, 1222]
directory-entry: — Wilh., Tischler, Wohldorferstr. 28, ✉ 22 bbox=[166, 887, 394, 903]
directory-entry: — C., Privatier, Capellenstr. 20, ✉ 5 bbox=[514, 1159, 708, 1175]
directory-entry: — M., Fournierflicker, Valentinskamp 38, H. 3 ✉ 36 bbox=[514, 1079, 793, 1095]
directory-entry: — G. A., Fettwaar., Hohelufchaussee 84, ✉ 30 bbox=[1210, 281, 1458, 297]
directory-entry: — Jul., Schuhm.-Mstr., Admiralitätstr. 19, ✉ 11, Wohn: Michaelisstr. 76, ✉ 3 bbox=[862, 824, 1156, 856]
footer-page-number: 14* bbox=[1462, 2055, 1489, 2075]
directory-entry: — Gustav, Glasermstr., ☎ III, 7855, Langenkamp 22, ✉ 21 bbox=[1210, 249, 1529, 265]
fragment-line: 1, bbox=[0, 384, 10, 399]
directory-entry: — C. B., Maurermstr., Schwenckestr. 56, ✉ 31 bbox=[514, 217, 763, 233]
directory-entry: — Wwe., Johanna, Elise Averdieckstr. 21, ✉ 25 bbox=[514, 1015, 768, 1031]
directory-entry: — N., Arbtr., Gärtnerstr. 114, H. 4, ✉ 30 bbox=[862, 887, 1077, 903]
directory-entry: ⊙ L. G. Bülow & Mosengel, IR. Conserven Imp. u. Exp., BCto: Nordd. B., Bst: Pf. 27/29, Arkaden, ☎ I, 6051, Kehrwiederplatz 1, ✉ 14, Inh: L. C. W. Bülow, Proc. F. M. J. Krohn bbox=[166, 712, 486, 776]
directory-entry: — Heinr., Brothdlg., Billh. Röhrendamm 237, ✉ 27 bbox=[166, 505, 441, 521]
directory-entry: Bünte, Friedr., Fettw., Campestr. 32, ✉ 35 bbox=[862, 648, 1085, 664]
directory-entry: Bürau, Theodor, Maschinenb., Hammersteindamm 22, H. 2, ✉ 23 bbox=[862, 1175, 1179, 1207]
directory-entry: — Wwe., J. J., Arbtr., Stresowstr. 95, ✉ 27 bbox=[1210, 409, 1437, 425]
directory-entry: — Friedr., Maschinist, Neuhoferstr. 38, ✉ 9 bbox=[862, 489, 1094, 505]
directory-entry: — H., Cigarren-Import, BCto: H. Fil. d. Dtsch. B., Bst: zw. Pf. 48 u. 55, ☎ I, 7578, gr. Burstah 2/4, ✉ 11, Wohn: Hirschgraben 44, ✉ 23 bbox=[166, 1159, 479, 1207]
directory-entry: — F., Arbtr. Brauerknechtgraben 45, Hths. ✉ 9 bbox=[514, 393, 763, 409]
directory-entry: — O., Glaser, Ekhofstr. 41/47, H. 2, ✉ 24 bbox=[166, 792, 388, 808]
